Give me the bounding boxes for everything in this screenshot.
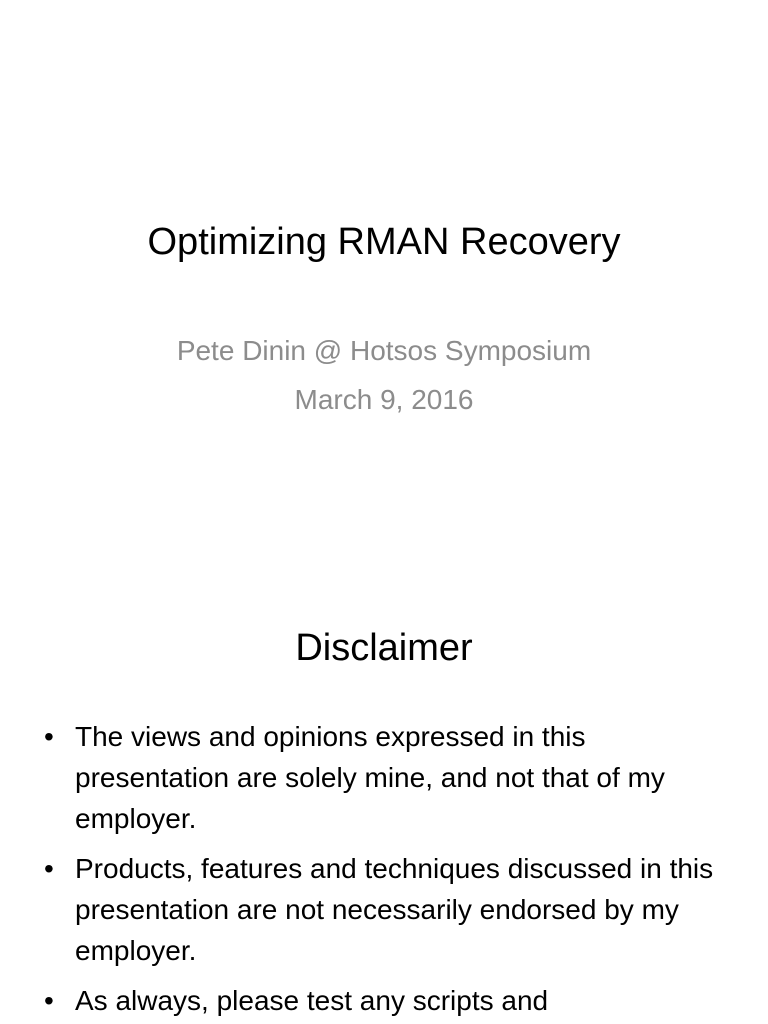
- bullet-dot-icon: •: [44, 853, 54, 884]
- disclaimer-slide: [0, 580, 768, 1024]
- disclaimer-bullet-list: [44, 716, 724, 1024]
- bullet-text: As always, please test any scripts and: [75, 985, 549, 1016]
- presenter-line: Pete Dinin @ Hotsos Symposium: [176, 335, 592, 366]
- bullet-text: The views and opinions expressed in this presentation are solely mine, and not that of my employer.: [75, 721, 665, 834]
- bullet-text: Products, features and techniques discussed in this presentation are not necessarily endorsed by my employer.: [75, 853, 714, 966]
- disclaimer-bullet-views: [44, 716, 724, 839]
- presentation-title: Optimizing RMAN Recovery: [147, 221, 621, 263]
- bullet-dot-icon: •: [44, 721, 54, 752]
- disclaimer-bullet-testing: [44, 980, 724, 1021]
- disclaimer-bullet-products: [44, 848, 724, 971]
- presentation-date: March 9, 2016: [294, 384, 474, 415]
- disclaimer-title: Disclaimer: [295, 627, 473, 669]
- bullet-dot-icon: •: [44, 985, 54, 1016]
